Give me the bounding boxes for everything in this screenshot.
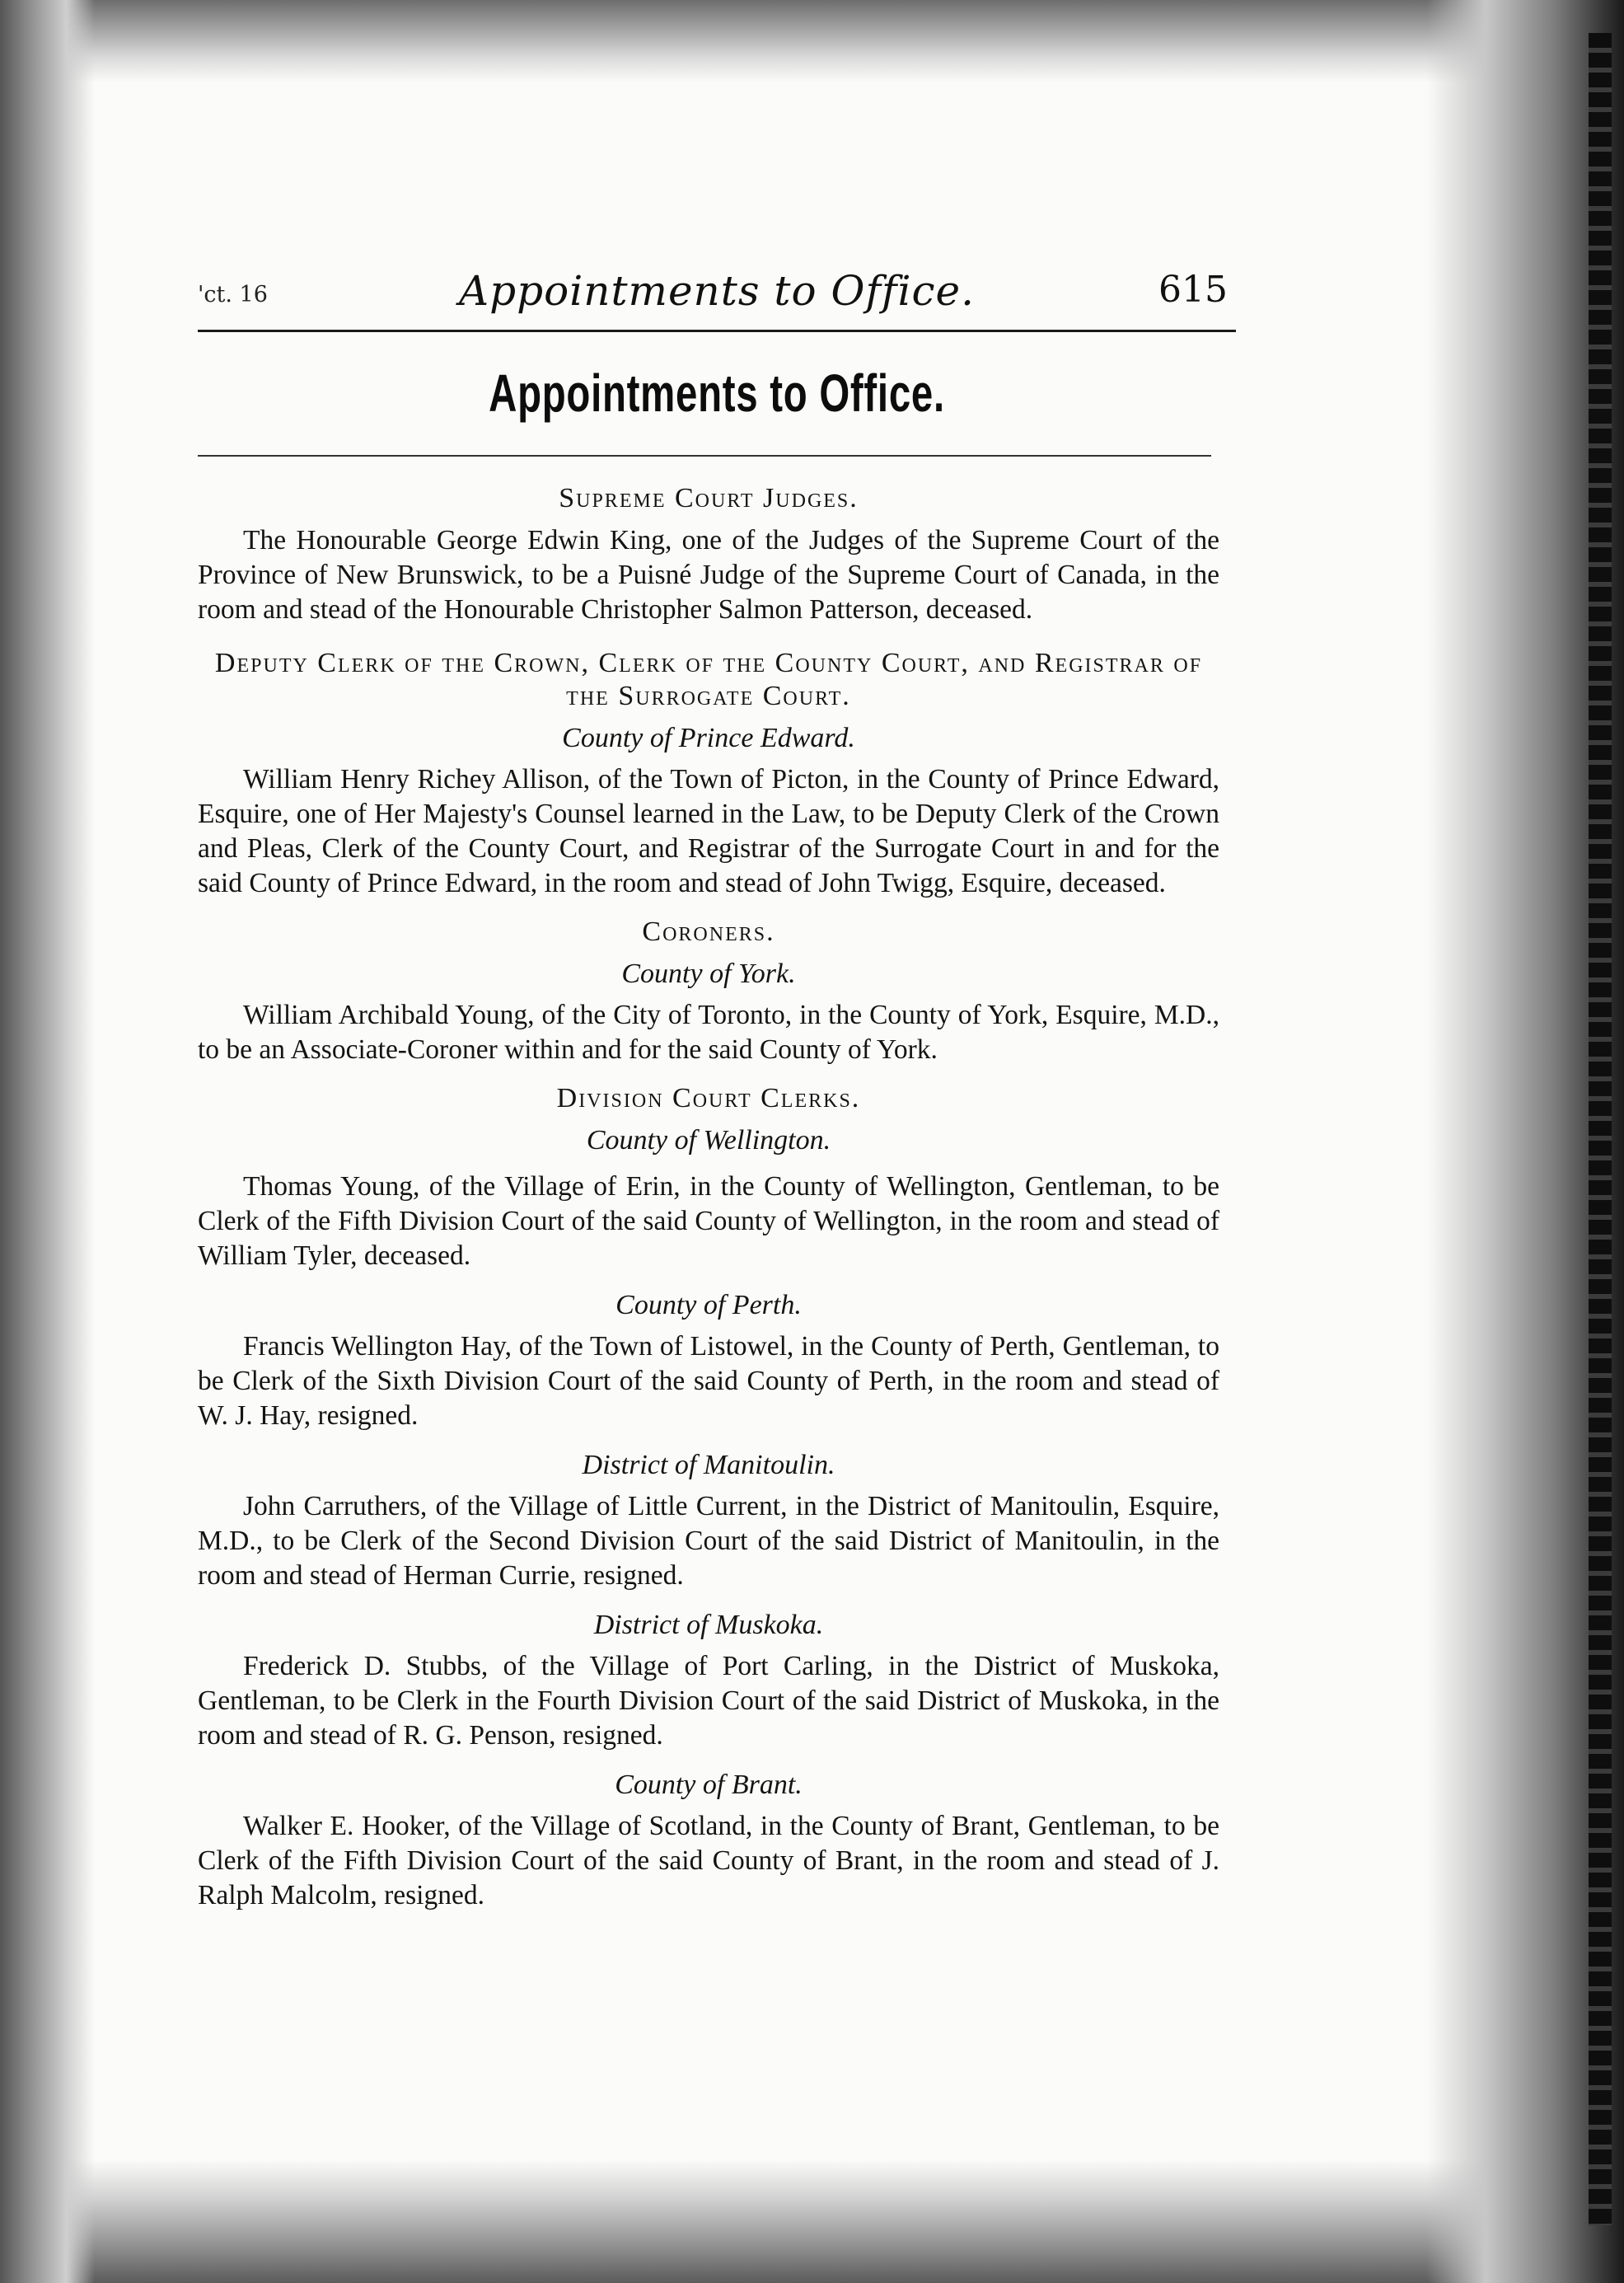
page-number: 615 xyxy=(1158,269,1228,311)
section-heading-division-court-clerks: Division Court Clerks. xyxy=(556,1083,861,1113)
section-heading-supreme-court-judges: Supreme Court Judges. xyxy=(559,483,859,513)
county-heading-brant: County of Brant. xyxy=(615,1770,803,1800)
paragraph-hooker: Walker E. Hooker, of the Village of Scotland, in the County of Brant, Gentleman, to be Clerk of the Fifth Division Court of the said County of Brant, in the room and stead of J. Ralph Malcolm, resigned. xyxy=(198,1811,1219,1910)
paragraph-stubbs: Frederick D. Stubbs, of the Village of Port Carling, in the District of Muskoka, Gentleman, to be Clerk in the Fourth Division Court of the said District of Muskoka, in the room and stead of R. G. Penson, resigned. xyxy=(198,1651,1219,1751)
document-body xyxy=(198,482,1219,1928)
running-head xyxy=(198,264,1236,332)
paragraph-king: The Honourable George Edwin King, one of the Judges of the Supreme Court of the Province of New Brunswick, to be a Puisné Judge of the Supreme Court of Canada, in the room and stead of the Honourable Christopher Salmon Patterson, deceased. xyxy=(198,525,1219,625)
district-heading-muskoka: District of Muskoka. xyxy=(593,1610,824,1640)
county-heading-prince-edward: County of Prince Edward. xyxy=(562,723,855,753)
section-heading-deputy-clerk: Deputy Clerk of the Crown, Clerk of the County Court, and Registrar of the Surrogate Court. xyxy=(214,648,1203,711)
county-heading-wellington: County of Wellington. xyxy=(586,1125,831,1156)
paragraph-allison: William Henry Richey Allison, of the Town of Picton, in the County of Prince Edward, Esquire, one of Her Majesty's Counsel learned in the Law, to be Deputy Clerk of the Crown and Pleas, Clerk of the County Court, and Registrar of the Surrogate Court in and for the said County of Prince Edward, in the room and stead of John Twigg, Esquire, deceased. xyxy=(198,764,1219,898)
paragraph-young-coroner: William Archibald Young, of the City of Toronto, in the County of York, Esquire, M.D., to be an Associate-Coroner within and for the said County of York. xyxy=(198,1000,1219,1065)
scan-shadow-bottom xyxy=(0,2159,1624,2283)
county-heading-perth: County of Perth. xyxy=(615,1290,802,1320)
paragraph-hay: Francis Wellington Hay, of the Town of Listowel, in the County of Perth, Gentleman, to be Clerk of the Sixth Division Court of the said County of Perth, in the room and stead of W. J. Hay, resigned. xyxy=(198,1331,1219,1431)
page-title: Appointments to Office. xyxy=(489,363,945,423)
paragraph-young-wellington: Thomas Young, of the Village of Erin, in the County of Wellington, Gentleman, to be Clerk of the Fifth Division Court of the said County of Wellington, in the room and stead of William Tyler, deceased. xyxy=(198,1171,1219,1271)
scan-shadow-left xyxy=(0,0,95,2283)
scan-shadow-top xyxy=(0,0,1624,82)
running-head-date: 'ct. 16 xyxy=(198,282,268,307)
section-heading-coroners: Coroners. xyxy=(642,916,775,947)
running-head-title: Appointments to Office. xyxy=(459,267,975,315)
district-heading-manitoulin: District of Manitoulin. xyxy=(582,1450,835,1480)
county-heading-york: County of York. xyxy=(621,959,796,989)
title-rule xyxy=(198,455,1211,457)
paragraph-carruthers: John Carruthers, of the Village of Little Current, in the District of Manitoulin, Esquire, M.D., to be Clerk of the Second Division Court of the said District of Manitoulin, in the room and stead of Herman Currie, resigned. xyxy=(198,1491,1219,1591)
binding-edge xyxy=(1589,33,1612,2225)
